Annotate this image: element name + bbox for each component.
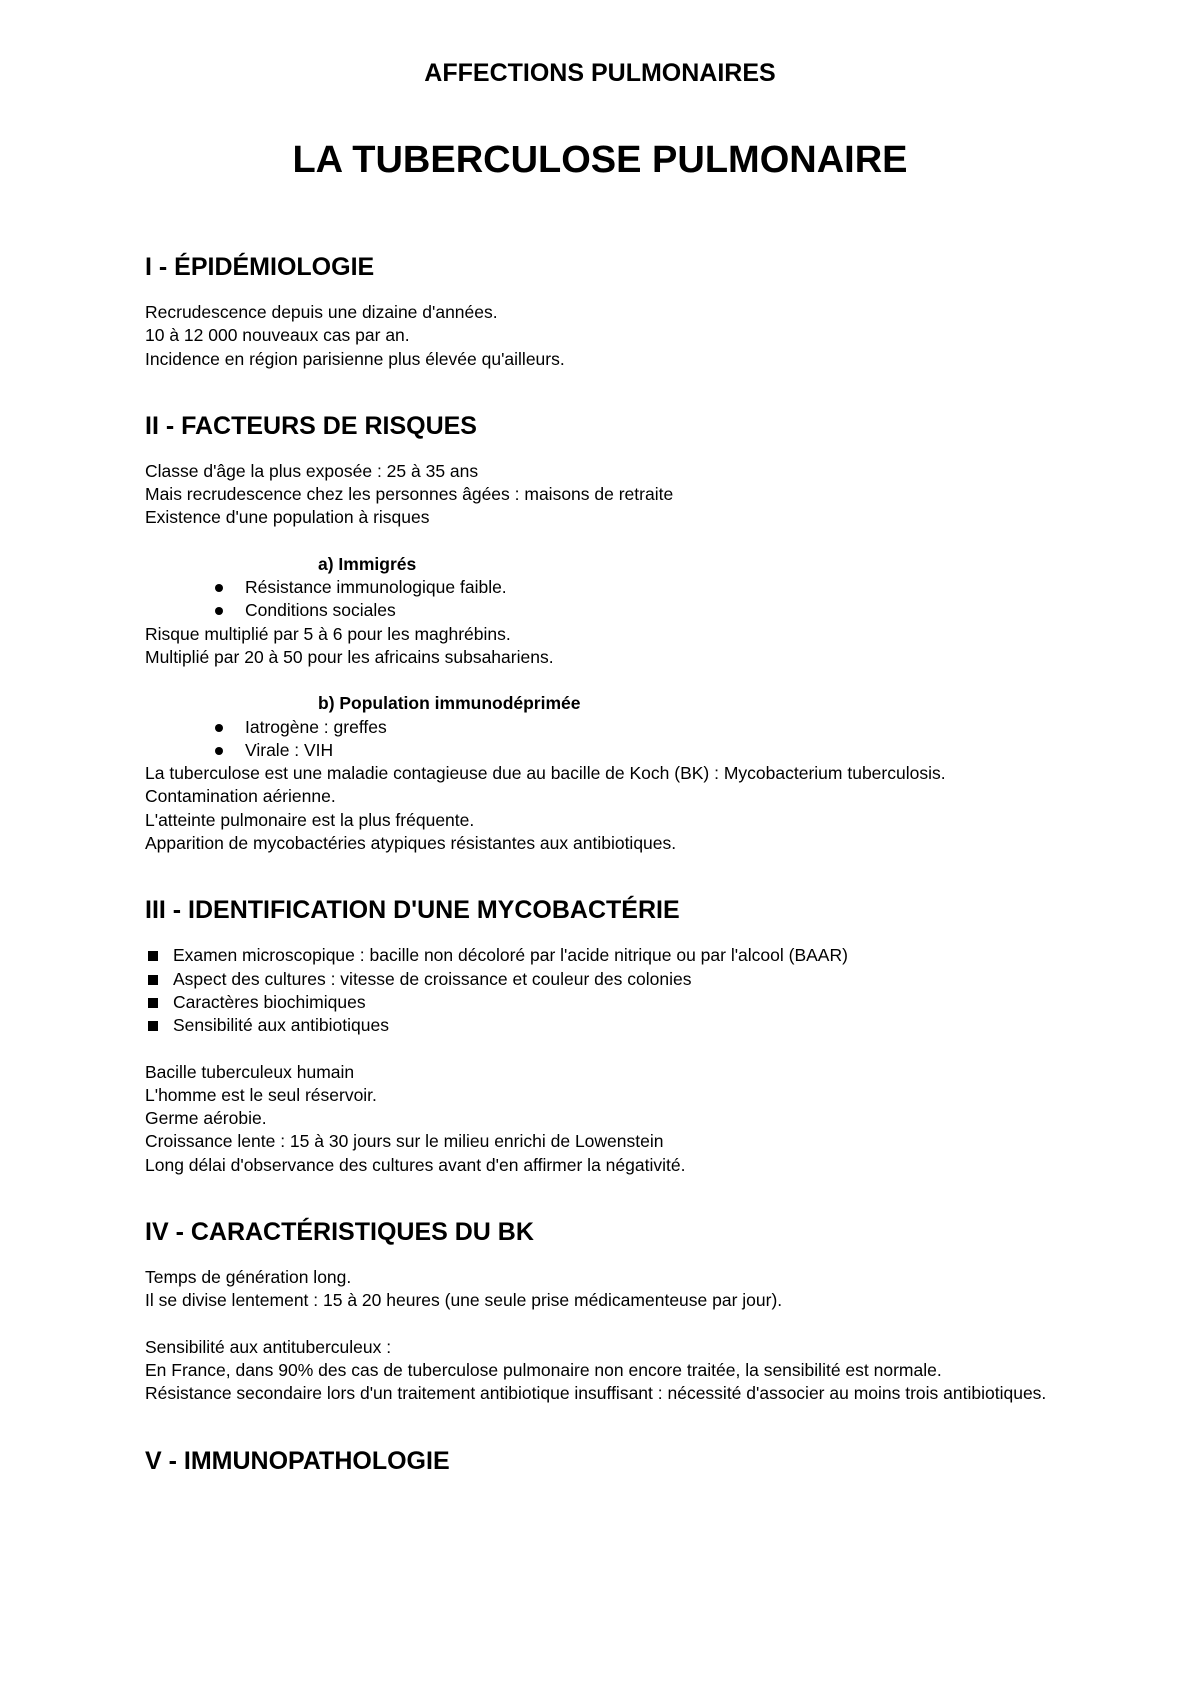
list-item bbox=[145, 991, 1085, 1014]
document-category: AFFECTIONS PULMONAIRES bbox=[424, 59, 776, 87]
list-item bbox=[145, 1014, 1085, 1037]
text-line: Apparition de mycobactéries atypiques résistantes aux antibiotiques. bbox=[145, 833, 677, 854]
facteurs-intro bbox=[145, 460, 1085, 530]
list-item-text: Examen microscopique : bacille non décoloré par l'acide nitrique ou par l'alcool (BAAR) bbox=[173, 945, 848, 966]
bullet-square-icon bbox=[148, 1021, 158, 1031]
document-title: LA TUBERCULOSE PULMONAIRE bbox=[292, 139, 908, 181]
list-item bbox=[145, 968, 1085, 991]
section-facteurs bbox=[145, 411, 1085, 855]
text-line: 10 à 12 000 nouveaux cas par an. bbox=[145, 325, 410, 346]
caracteristiques-generation-text bbox=[145, 1266, 1085, 1313]
section-title-facteurs: II - FACTEURS DE RISQUES bbox=[145, 411, 477, 440]
identification-bullet-list bbox=[145, 944, 1085, 1037]
section-epidemiologie bbox=[145, 252, 1085, 371]
text-line: Risque multiplié par 5 à 6 pour les maghrébins. bbox=[145, 623, 511, 644]
section-caracteristiques bbox=[145, 1217, 1085, 1405]
text-line: Sensibilité aux antituberculeux : bbox=[145, 1336, 392, 1357]
text-line: Germe aérobie. bbox=[145, 1108, 267, 1129]
subheading-immunodeprimee: b) Population immunodéprimée bbox=[318, 693, 581, 714]
list-item bbox=[145, 944, 1085, 967]
text-line: Mais recrudescence chez les personnes âgées : maisons de retraite bbox=[145, 484, 674, 505]
text-line: La tuberculose est une maladie contagieuse due au bacille de Koch (BK) : Mycobacterium tuberculosis. bbox=[145, 763, 946, 784]
text-line: L'atteinte pulmonaire est la plus fréquente. bbox=[145, 809, 475, 830]
text-line: Résistance secondaire lors d'un traitement antibiotique insuffisant : nécessité d'associer au moins trois antibiotiques. bbox=[145, 1383, 1047, 1404]
subheading-immigres: a) Immigrés bbox=[318, 553, 417, 574]
text-line: Contamination aérienne. bbox=[145, 786, 336, 807]
bullet-square-icon bbox=[148, 998, 158, 1008]
immunodeprimee-bullet-list bbox=[145, 716, 1085, 763]
bullet-square-icon bbox=[148, 951, 158, 961]
list-item-text: Sensibilité aux antibiotiques bbox=[173, 1015, 389, 1036]
text-line: Classe d'âge la plus exposée : 25 à 35 ans bbox=[145, 460, 479, 481]
list-item bbox=[212, 716, 1085, 739]
immigres-bullet-list bbox=[145, 576, 1085, 623]
text-line: Long délai d'observance des cultures avant d'en affirmer la négativité. bbox=[145, 1154, 686, 1175]
list-item-text: Iatrogène : greffes bbox=[245, 716, 387, 737]
identification-text bbox=[145, 1061, 1085, 1177]
list-item bbox=[212, 739, 1085, 762]
section-title-identification: III - IDENTIFICATION D'UNE MYCOBACTÉRIE bbox=[145, 896, 680, 925]
text-line: Il se divise lentement : 15 à 20 heures (une seule prise médicamenteuse par jour). bbox=[145, 1290, 783, 1311]
text-line: Croissance lente : 15 à 30 jours sur le milieu enrichi de Lowenstein bbox=[145, 1131, 664, 1152]
epidemiologie-text bbox=[145, 301, 1085, 371]
text-line: L'homme est le seul réservoir. bbox=[145, 1084, 377, 1105]
text-line: Recrudescence depuis une dizaine d'années. bbox=[145, 302, 498, 322]
document-body bbox=[145, 252, 1085, 1495]
text-line: Existence d'une population à risques bbox=[145, 507, 430, 528]
bullet-dot-icon bbox=[215, 584, 223, 592]
list-item bbox=[212, 599, 1085, 622]
list-item-text: Aspect des cultures : vitesse de croissance et couleur des colonies bbox=[173, 968, 692, 989]
section-immunopathologie bbox=[145, 1446, 1085, 1476]
bullet-dot-icon bbox=[215, 747, 223, 755]
caracteristiques-sensibilite-text bbox=[145, 1336, 1085, 1406]
section-identification bbox=[145, 895, 1085, 1177]
section-title-epidemiologie: I - ÉPIDÉMIOLOGIE bbox=[145, 253, 375, 281]
immigres-risk-text bbox=[145, 623, 1085, 670]
list-item-text: Caractères biochimiques bbox=[173, 991, 366, 1012]
list-item bbox=[212, 576, 1085, 599]
bullet-dot-icon bbox=[215, 607, 223, 615]
section-title-caracteristiques: IV - CARACTÉRISTIQUES DU BK bbox=[145, 1218, 534, 1247]
list-item-text: Conditions sociales bbox=[245, 600, 396, 621]
immunodeprimee-text bbox=[145, 762, 1085, 855]
text-line: En France, dans 90% des cas de tuberculose pulmonaire non encore traitée, la sensibilité est normale. bbox=[145, 1359, 942, 1380]
text-line: Bacille tuberculeux humain bbox=[145, 1061, 355, 1082]
list-item-text: Résistance immunologique faible. bbox=[245, 577, 507, 598]
list-item-text: Virale : VIH bbox=[245, 739, 334, 760]
text-line: Multiplié par 20 à 50 pour les africains subsahariens. bbox=[145, 646, 554, 667]
section-title-immunopathologie: V - IMMUNOPATHOLOGIE bbox=[145, 1446, 450, 1475]
bullet-dot-icon bbox=[215, 724, 223, 732]
bullet-square-icon bbox=[148, 975, 158, 985]
text-line: Incidence en région parisienne plus élevée qu'ailleurs. bbox=[145, 348, 565, 369]
text-line: Temps de génération long. bbox=[145, 1267, 352, 1288]
